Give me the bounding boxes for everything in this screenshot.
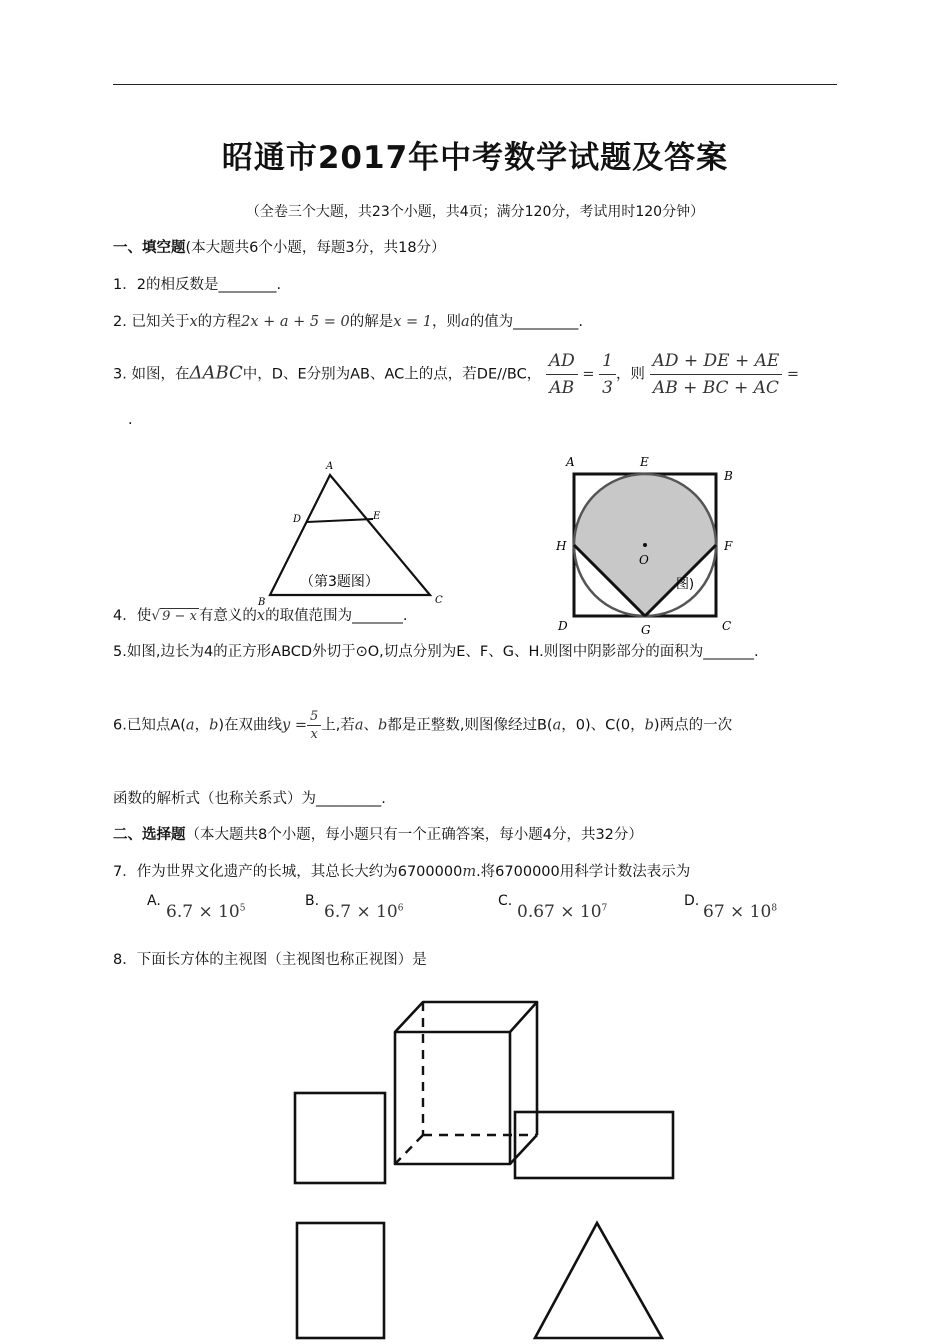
figure-question-5 [550, 450, 750, 640]
q4-radicand: 9 − x [162, 609, 197, 624]
q7-text-b: .将6700000用科学计数法表示为 [476, 864, 691, 880]
option-a-base: 6.7 × 10 [166, 902, 240, 922]
q6-var-b3: b [644, 717, 654, 734]
option-c-exponent: 7 [601, 903, 608, 914]
label-b: B [258, 597, 266, 608]
option-view-square [295, 1093, 385, 1183]
q4-text-c: 的取值范围为_______. [265, 608, 408, 624]
q3-text-c: ，则 [615, 366, 645, 383]
q3-fraction-perimeter [650, 348, 783, 401]
exam-subtitle: （全卷三个大题，共23个小题，共4页；满分120分，考试用时120分钟） [245, 204, 705, 220]
label-e: E [640, 455, 649, 469]
q6-sep: 、 [363, 717, 379, 734]
option-a-exponent: 5 [239, 903, 246, 914]
label-d: D [293, 514, 302, 525]
question-6 [113, 708, 732, 743]
question-6-line-2: 函数的解析式（也称关系式）为_________. [113, 791, 386, 807]
question-4 [113, 604, 407, 625]
q6-text-f: )两点的一次 [653, 717, 733, 734]
q2-text-c: 的解是 [349, 314, 394, 330]
label-a: A [326, 461, 334, 472]
option-c-letter: C. [498, 893, 513, 909]
question-1: 1．2的相反数是________. [113, 277, 282, 293]
q4-text-a: 4．使 [113, 608, 152, 624]
label-c: C [722, 619, 732, 633]
section2-note: （本大题共8个小题，每小题只有一个正确答案，每小题4分，共32分） [185, 827, 643, 843]
option-c-base: 0.67 × 10 [517, 902, 602, 922]
option-b-value [324, 902, 403, 922]
q3-f1-denominator: AB [549, 378, 575, 398]
q6-f-denominator: x [310, 727, 318, 742]
q2-solution: x = 1 [393, 314, 433, 330]
q2-var-x: x [189, 314, 198, 330]
q3-f3-denominator: AB + BC + AC [652, 378, 779, 398]
q3-fraction-one-third [599, 348, 616, 401]
center-point-o [643, 543, 647, 547]
q6-text-d: 都是正整数,则图像经过B( [387, 717, 553, 734]
question-2 [113, 310, 583, 331]
q6-var-b2: b [378, 717, 388, 734]
cuboid-front-face [395, 1032, 510, 1164]
label-o: O [639, 553, 649, 567]
option-view-tall-rectangle [297, 1223, 384, 1338]
option-c-value [517, 902, 607, 922]
q3-text-a: 3. 如图，在 [113, 366, 190, 383]
q6-comma: ， [194, 717, 210, 734]
q6-var-a: a [185, 717, 195, 734]
q3-f1-numerator: AD [546, 348, 578, 375]
label-d: D [558, 619, 568, 633]
q6-y-equals: y = [282, 717, 307, 734]
q6-var-a2: a [354, 717, 364, 734]
q3-equals: = [582, 366, 595, 383]
q6-fraction-5-over-x [307, 708, 321, 743]
option-d-value [703, 902, 777, 922]
section1-note: (本大题共6个小题，每题3分，共18分） [185, 240, 446, 256]
q4-text-b: 有意义的 [198, 608, 257, 624]
label-b: B [724, 469, 733, 483]
q4-var-x: x [256, 608, 266, 624]
sqrt-icon: √ [151, 608, 161, 624]
label-g: G [641, 623, 651, 637]
q2-equation: 2x + a + 5 = 0 [241, 314, 350, 330]
page-title: 昭通市2017年中考数学试题及答案 [221, 140, 729, 176]
label-e: E [373, 511, 381, 522]
q6-text-e: ，0)、C(0， [561, 717, 645, 734]
option-d-letter: D. [684, 893, 700, 909]
question-7 [113, 860, 690, 881]
option-d-exponent: 8 [771, 903, 778, 914]
section1-heading: 一、填空题 [113, 240, 186, 256]
q6-var-b: b [209, 717, 219, 734]
q6-var-a3: a [552, 717, 562, 734]
section1-heading-line [113, 236, 446, 257]
label-c: C [435, 595, 443, 606]
option-d-base: 67 × 10 [703, 902, 772, 922]
option-view-triangle [535, 1223, 662, 1338]
q7-unit: m [462, 864, 477, 880]
header-rule [113, 84, 837, 85]
q3-text-b: 中，D、E分别为AB、AC上的点，若DE//BC， [242, 366, 542, 383]
question-3 [113, 348, 799, 401]
q7-text-a: 7．作为世界文化遗产的长城，其总长大约为6700000 [113, 864, 463, 880]
q3-fraction-ad-ab [546, 348, 578, 401]
figure-3-caption: （第3题图） [300, 574, 379, 590]
q6-text-c: 上,若 [321, 717, 355, 734]
figure-5-caption-fragment: 图) [676, 577, 695, 592]
option-a-value [166, 902, 245, 922]
label-a: A [566, 455, 575, 469]
section2-heading: 二、选择题 [113, 827, 186, 843]
figure-question-3 [250, 455, 460, 615]
q2-text-b: 的方程 [197, 314, 242, 330]
q3-tail-equals: = [786, 366, 800, 383]
figure-question-8 [280, 990, 690, 1340]
q3-triangle: ΔABC [189, 362, 243, 384]
option-b-letter: B. [305, 893, 320, 909]
q2-text-a: 2. 已知关于 [113, 314, 190, 330]
question-5: 5.如图,边长为4的正方形ABCD外切于⊙O,切点分别为E、F、G、H.则图中阴影部分的面积为_______. [113, 644, 759, 660]
q3-f2-numerator: 1 [599, 348, 616, 375]
cuboid-top-face [395, 1002, 537, 1032]
q6-text-a: 6.已知点A( [113, 717, 186, 734]
option-b-exponent: 6 [397, 903, 404, 914]
q2-var-a: a [461, 314, 470, 330]
question-8: 8．下面长方体的主视图（主视图也称正视图）是 [113, 952, 427, 968]
option-view-wide-rectangle [515, 1112, 673, 1178]
segment-de [307, 519, 373, 522]
hidden-diagonal-edge [395, 1135, 423, 1164]
option-a-letter: A. [147, 893, 161, 909]
q3-f2-denominator: 3 [602, 378, 613, 398]
q6-text-b: )在双曲线 [218, 717, 283, 734]
q3-f3-numerator: AD + DE + AE [650, 348, 783, 375]
label-f: F [724, 539, 733, 553]
q6-f-numerator: 5 [307, 708, 321, 726]
q2-text-d: ，则 [432, 314, 462, 330]
label-h: H [556, 539, 567, 553]
option-b-base: 6.7 × 10 [324, 902, 398, 922]
q3-answer-dot: . [128, 412, 133, 428]
section2-heading-line [113, 823, 643, 844]
q2-text-e: 的值为_________. [469, 314, 584, 330]
